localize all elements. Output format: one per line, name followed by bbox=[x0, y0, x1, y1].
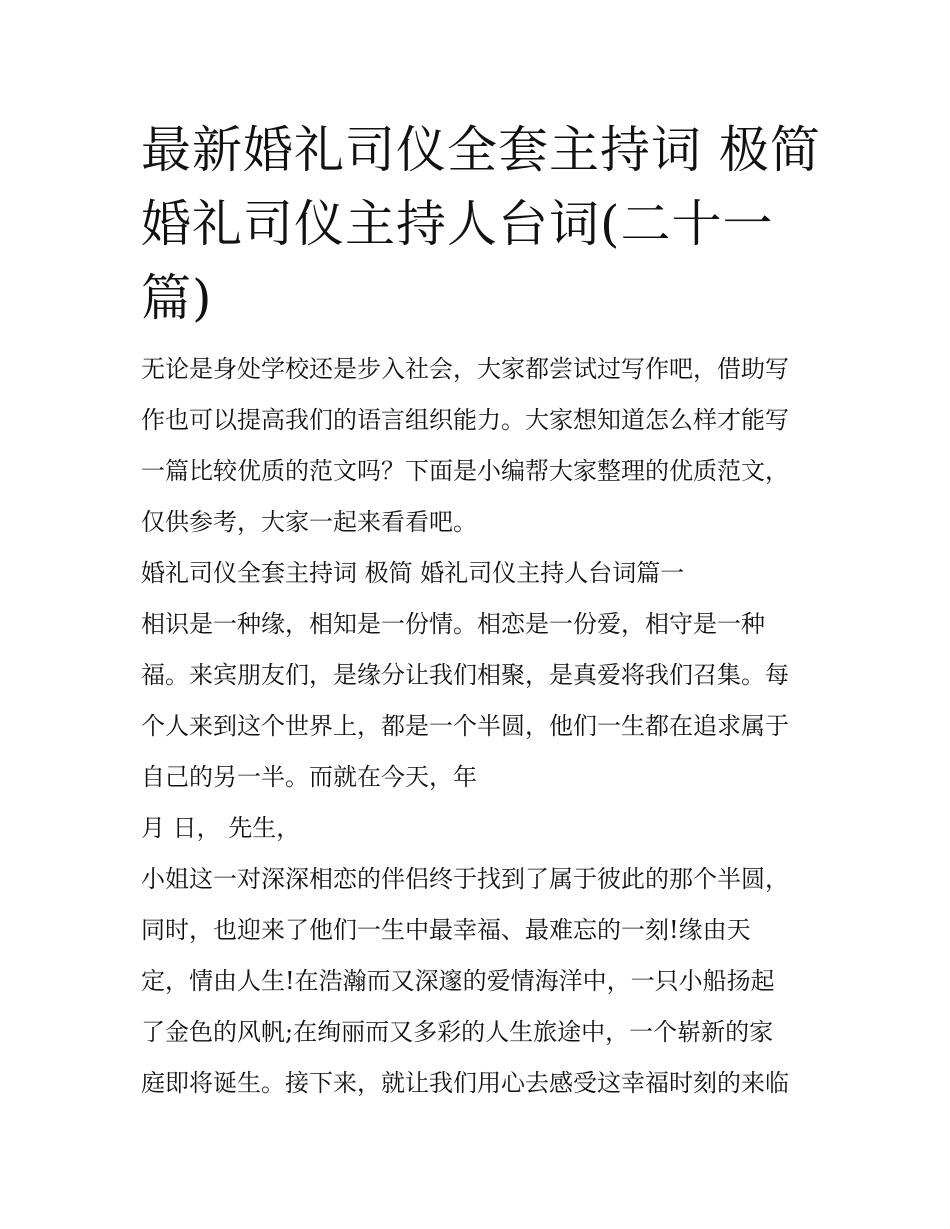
body-line: 小姐这一对深深相恋的伴侣终于找到了属于彼此的那个半圆， bbox=[141, 865, 789, 893]
body-line: 庭即将诞生。接下来，就让我们用心去感受这幸福时刻的来临 bbox=[141, 1069, 789, 1097]
body-line: 仅供参考，大家一起来看看吧。 bbox=[141, 508, 477, 536]
body-line: 自己的另一半。而就在今天，年 bbox=[141, 763, 477, 791]
body-line: 相识是一种缘，相知是一份情。相恋是一份爱，相守是一种 bbox=[141, 610, 765, 638]
body-line: 定，情由人生!在浩瀚而又深邃的爱情海洋中，一只小船扬起 bbox=[141, 967, 775, 995]
body-line: 无论是身处学校还是步入社会，大家都尝试过写作吧，借助写 bbox=[141, 355, 789, 383]
title-line: 最新婚礼司仪全套主持词 极简 bbox=[141, 121, 821, 179]
body-line: 作也可以提高我们的语言组织能力。大家想知道怎么样才能写 bbox=[141, 406, 789, 434]
body-line: 福。来宾朋友们，是缘分让我们相聚，是真爱将我们召集。每 bbox=[141, 661, 789, 689]
title-line: 婚礼司仪主持人台词(二十一 bbox=[141, 195, 774, 253]
title-line: 篇) bbox=[141, 269, 213, 327]
body-line: 一篇比较优质的范文吗？下面是小编帮大家整理的优质范文， bbox=[141, 457, 789, 485]
body-line: 同时，也迎来了他们一生中最幸福、最难忘的一刻!缘由天 bbox=[141, 916, 751, 944]
document-title bbox=[141, 113, 821, 335]
section-heading: 婚礼司仪全套主持词 极简 婚礼司仪主持人台词篇一 bbox=[141, 559, 685, 587]
document-page bbox=[141, 113, 821, 1109]
body-line: 个人来到这个世界上，都是一个半圆，他们一生都在追求属于 bbox=[141, 712, 789, 740]
body-line: 月 日， 先生， bbox=[141, 814, 301, 842]
body-line: 了金色的风帆;在绚丽而又多彩的人生旅途中，一个崭新的家 bbox=[141, 1018, 774, 1046]
document-body bbox=[141, 344, 821, 1109]
